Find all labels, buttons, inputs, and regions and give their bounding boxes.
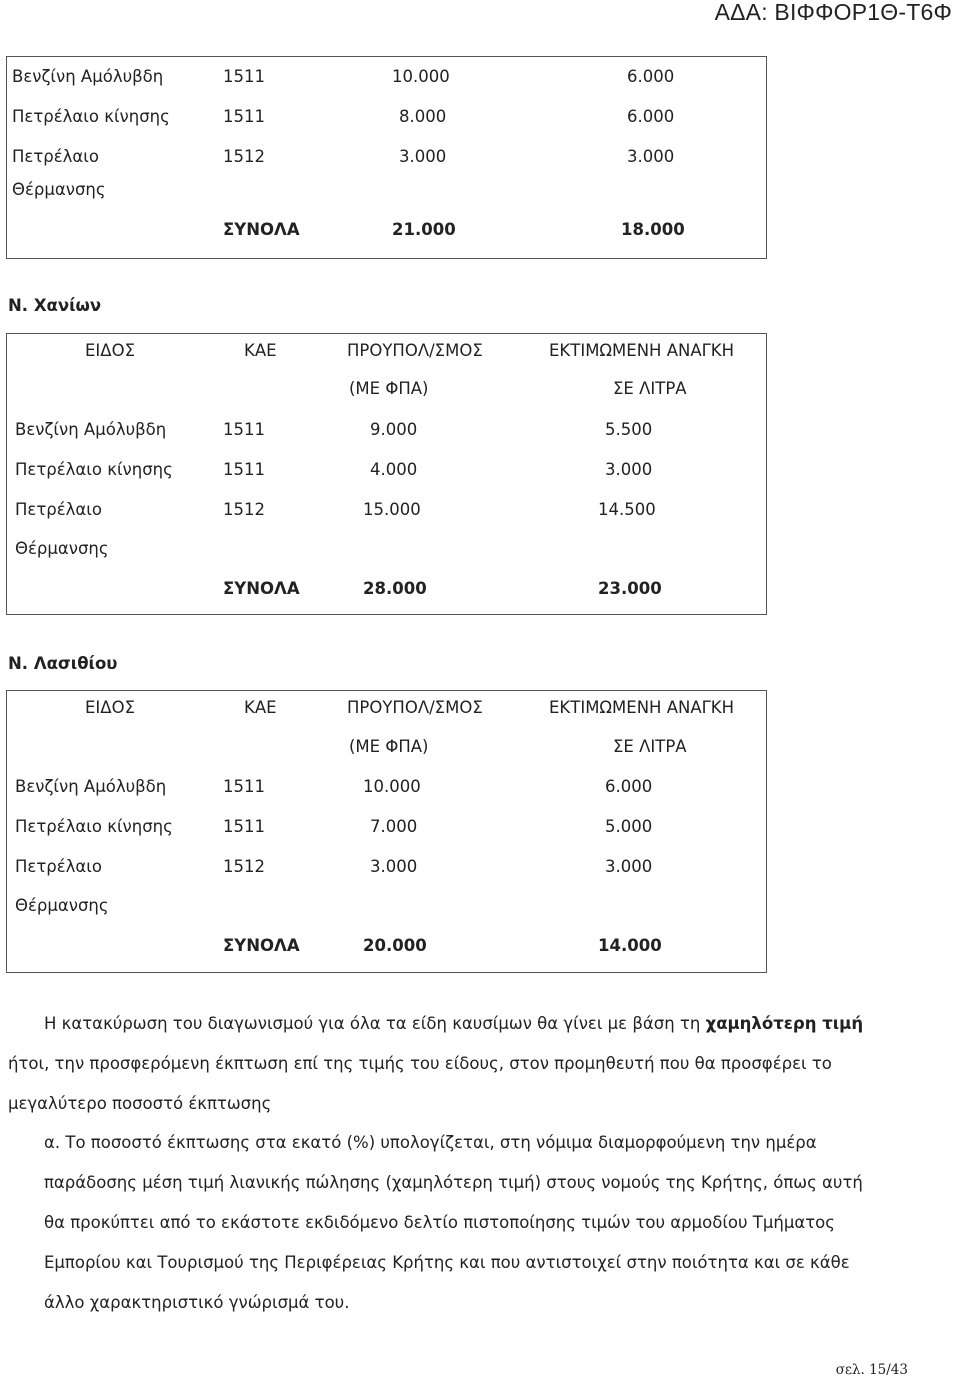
totals-need: 14.000 — [598, 936, 662, 955]
budget-cell: 15.000 — [363, 500, 421, 519]
totals-label: ΣΥΝΟΛΑ — [223, 220, 300, 239]
paragraph-line — [44, 1243, 850, 1283]
item-cell: Πετρέλαιο — [15, 500, 102, 519]
fuel-table-lasithi — [6, 690, 767, 973]
header-budget-sub: (ΜΕ ΦΠΑ) — [349, 379, 429, 398]
kae-cell: 1511 — [223, 420, 265, 439]
section-title-lasithi: Ν. Λασιθίου — [8, 654, 118, 673]
item-cell-line2: Θέρμανσης — [15, 896, 109, 915]
totals-budget: 20.000 — [363, 936, 427, 955]
totals-budget: 28.000 — [363, 579, 427, 598]
item-cell: Πετρέλαιο κίνησης — [15, 460, 173, 479]
paragraph-text: θα προκύπτει από το εκάστοτε εκδιδόμενο δελτίο πιστοποίησης τιμών του αρμοδίου Τμήματος — [44, 1213, 835, 1232]
need-cell: 5.500 — [605, 420, 653, 439]
budget-cell: 8.000 — [399, 107, 447, 126]
need-cell: 3.000 — [605, 857, 653, 876]
ada-code: ΑΔΑ: ΒΙΦΦΟΡ1Θ-Τ6Φ — [714, 0, 952, 25]
kae-cell: 1511 — [223, 460, 265, 479]
need-cell: 6.000 — [605, 777, 653, 796]
page-number: σελ. 15/43 — [835, 1362, 908, 1378]
header-need-sub: ΣΕ ΛΙΤΡΑ — [613, 379, 687, 398]
item-cell: Πετρέλαιο κίνησης — [12, 107, 170, 126]
header-need-sub: ΣΕ ΛΙΤΡΑ — [613, 737, 687, 756]
budget-cell: 10.000 — [392, 67, 450, 86]
header-item: ΕΙΔΟΣ — [85, 341, 135, 360]
item-cell: Βενζίνη Αμόλυβδη — [15, 777, 167, 796]
kae-cell: 1512 — [223, 857, 265, 876]
item-cell: Βενζίνη Αμόλυβδη — [12, 67, 164, 86]
paragraph-line — [44, 1283, 349, 1323]
totals-need: 23.000 — [598, 579, 662, 598]
need-cell: 5.000 — [605, 817, 653, 836]
paragraph-text: παράδοσης μέση τιμή λιανικής πώλησης (χαμηλότερη τιμή) στους νομούς της Κρήτης, όπως αυτή — [44, 1173, 863, 1192]
kae-cell: 1512 — [223, 500, 265, 519]
fuel-table-continued — [6, 56, 767, 259]
item-cell-line2: Θέρμανσης — [15, 539, 109, 558]
item-cell: Πετρέλαιο κίνησης — [15, 817, 173, 836]
header-kae: ΚΑΕ — [244, 698, 277, 717]
totals-label: ΣΥΝΟΛΑ — [223, 579, 300, 598]
budget-cell: 4.000 — [370, 460, 418, 479]
need-cell: 6.000 — [627, 107, 675, 126]
paragraph-text: μεγαλύτερο ποσοστό έκπτωσης — [8, 1094, 272, 1113]
totals-need: 18.000 — [621, 220, 685, 239]
header-need: ΕΚΤΙΜΩΜΕΝΗ ΑΝΑΓΚΗ — [549, 698, 735, 717]
paragraph-text: Η κατακύρωση του διαγωνισμού για όλα τα είδη καυσίμων θα γίνει με βάση τη — [44, 1014, 701, 1033]
item-cell: Βενζίνη Αμόλυβδη — [15, 420, 167, 439]
header-budget: ΠΡΟΥΠΟΛ/ΣΜΟΣ — [347, 341, 483, 360]
budget-cell: 3.000 — [370, 857, 418, 876]
paragraph-line — [44, 1123, 817, 1163]
budget-cell: 7.000 — [370, 817, 418, 836]
need-cell: 6.000 — [627, 67, 675, 86]
budget-cell: 9.000 — [370, 420, 418, 439]
header-budget-sub: (ΜΕ ΦΠΑ) — [349, 737, 429, 756]
paragraph-text: Εμπορίου και Τουρισμού της Περιφέρειας Κρήτης και που αντιστοιχεί στην ποιότητα και σε κάθε — [44, 1253, 850, 1272]
item-cell: Πετρέλαιο — [15, 857, 102, 876]
kae-cell: 1512 — [223, 147, 265, 166]
header-kae: ΚΑΕ — [244, 341, 277, 360]
paragraph-text: άλλο χαρακτηριστικό γνώρισμά του. — [44, 1293, 350, 1312]
paragraph-line — [8, 1084, 271, 1124]
totals-label: ΣΥΝΟΛΑ — [223, 936, 300, 955]
need-cell: 3.000 — [605, 460, 653, 479]
paragraph-line — [44, 1004, 863, 1044]
totals-budget: 21.000 — [392, 220, 456, 239]
need-cell: 3.000 — [627, 147, 675, 166]
item-cell-line2: Θέρμανσης — [12, 180, 106, 199]
kae-cell: 1511 — [223, 777, 265, 796]
fuel-table-chania — [6, 333, 767, 615]
kae-cell: 1511 — [223, 67, 265, 86]
paragraph-text: α. Το ποσοστό έκπτωσης στα εκατό (%) υπολογίζεται, στη νόμιμα διαμορφούμενη την ημέρα — [44, 1133, 817, 1152]
header-budget: ΠΡΟΥΠΟΛ/ΣΜΟΣ — [347, 698, 483, 717]
paragraph-line — [8, 1044, 912, 1084]
emphasis-text: χαμηλότερη τιμή — [705, 1014, 864, 1033]
paragraph-line — [44, 1203, 835, 1243]
header-need: ΕΚΤΙΜΩΜΕΝΗ ΑΝΑΓΚΗ — [549, 341, 735, 360]
paragraph-text: ήτοι, την προσφερόμενη έκπτωση επί της τιμής του είδους, στον προμηθευτή που θα προσφέρει το — [8, 1054, 832, 1073]
paragraph-line — [44, 1163, 863, 1203]
item-cell: Πετρέλαιο — [12, 147, 99, 166]
budget-cell: 3.000 — [399, 147, 447, 166]
need-cell: 14.500 — [598, 500, 656, 519]
header-item: ΕΙΔΟΣ — [85, 698, 135, 717]
kae-cell: 1511 — [223, 107, 265, 126]
budget-cell: 10.000 — [363, 777, 421, 796]
section-title-chania: Ν. Χανίων — [8, 296, 102, 315]
kae-cell: 1511 — [223, 817, 265, 836]
